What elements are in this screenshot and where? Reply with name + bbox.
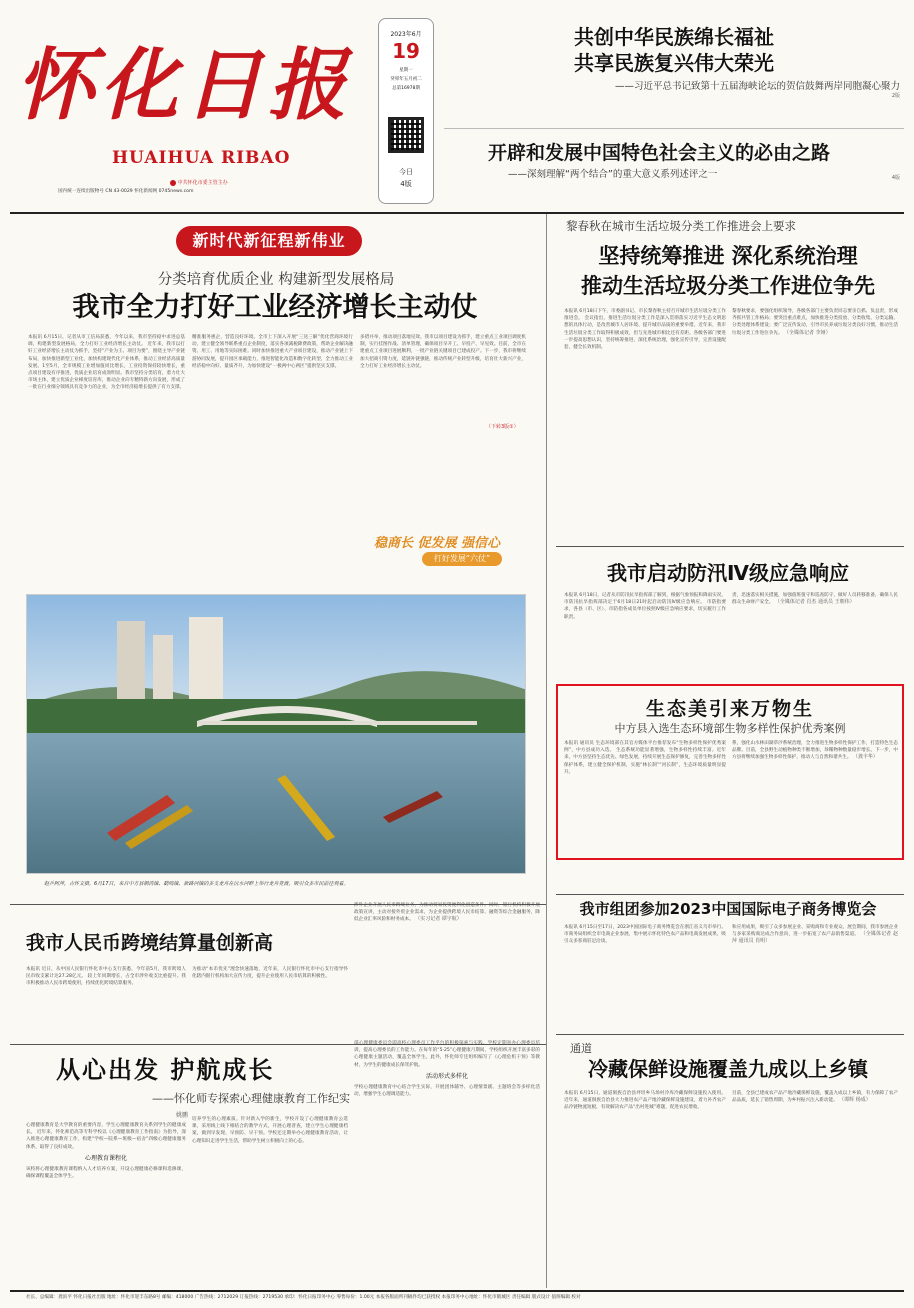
rmb-column-1: 本报讯 近日，从中国人民银行怀化市中心支行获悉，今年前5月，我市跨境人民币收支累计达27.28亿元。 较上年同期增长，占全市涉外收支比重提升。我市积极推动人民币跨境使用，持续优化跨境结算服务。 xyxy=(26,967,186,987)
cold-title[interactable]: 冷藏保鲜设施覆盖九成以上乡镇 xyxy=(588,1057,868,1081)
eco-subtitle: 中方县入选生态环境部生物多样性保护优秀案例 xyxy=(614,722,846,735)
flood-title[interactable]: 我市启动防汛Ⅳ级应急响应 xyxy=(607,561,849,585)
teacher-author: 姚鹏 xyxy=(176,1112,189,1119)
cold-column-2: 目前，全县已建成农产品产地冷藏保鲜设施，覆盖九成以上乡镇，有力保障了农产品品质，延长了销售周期，为乡村振兴注入新动能。 （谭辉 杨成） xyxy=(732,1091,898,1104)
rmb-byline: （实习记者 谭宇航） xyxy=(415,916,462,923)
top-headline-2-page: 4版 xyxy=(891,175,900,181)
eco-column-2: 系，强化山水林田湖草沙系统治理，全力推进生物多样性保护工作，打造特色生态品牌。目前，全县野生动植物种类不断增加，珍稀物种数量稳步增长。下一步，中方县将继续加强生物多样性保护，推动人与自然和谐共生。 （龚丰华） xyxy=(732,741,898,761)
top-headline-1-sub: ——习近平总书记致第十五届海峡论坛的贺信鼓舞两岸同胞凝心聚力 xyxy=(614,81,900,92)
teacher-body-lead: 心理健康教育是大学教育的重要内容，学生心理健康教育关系到学生的健康成长。 xyxy=(26,1123,186,1136)
teacher-column-2: 培养学生的心理素质。针对新入学的新生，学校开设了心理健康教育公选课，采用线上线下相结合的教学方式，开展心理普查，建立学生心理健康档案，做到早发现、早预防、早干预。学校还定期举办心理健康教育活动，让心理知识走进学生生活，帮助学生树立积极向上的心态。 xyxy=(192,1117,348,1144)
garbage-byline: （全媒体记者 李娅） xyxy=(784,329,831,336)
date-weekday: 星期一 xyxy=(399,68,413,73)
garbage-title-1[interactable]: 坚持统筹推进 深化系统治理 xyxy=(598,244,858,268)
teacher-column-3: 部心理健康委员会即高校心理委员工作平台的积极探索与实践。学校定期举办心理委员培训，提高心理委员的工作能力。在每年的“5·25”心理健康月期间，学校组织开展丰富多彩的心理健康主题活动，覆盖全体学生。此外，怀化师专还组织编写了《心理危机干预》等教材，为学生的健康成长保驾护航。 活动形式多样化 学校心理健康教育中心结合学生实际，开展团体辅导、心理情景剧、主题班会等多样化活动，增强学生心理调适能力。 xyxy=(354,1041,540,1098)
top-headline-1-line1: 共创中华民族绵长福祉 xyxy=(574,25,774,49)
qr-code-icon[interactable] xyxy=(388,117,424,153)
flood-byline: （全媒体记者 肖杰 通讯员 王朝伟） xyxy=(774,599,855,606)
masthead xyxy=(10,38,378,168)
banner xyxy=(176,226,362,256)
masthead-title: 怀化日报 xyxy=(16,40,353,131)
garbage-column-2: 黎春秋要求，要强化组织领导，各级各部门主要负责同志要亲自抓、负总责，形成齐抓共管工作格局；要突出重点难点，加快推进分类投放、分类收集、分类运输、分类处理体系建设；要广泛宣传发动，引导市民养成垃圾分类良好习惯，推动生活垃圾分类工作进位争先。 （全媒体记者 李娅） xyxy=(732,309,898,336)
date-pages: 4版 xyxy=(400,180,412,188)
top-headline-1-page: 2版 xyxy=(891,93,900,99)
teacher-section-1: 心理教育课程化 xyxy=(84,1154,127,1162)
ecommerce-body-lead: 本报讯 6月15日至17日，2023中国国际电子商务博览会在浙江省义乌市举行。 xyxy=(564,925,726,930)
eco-column-1: 本报讯 通讯员 生态环境部在其官方媒体平台推荐发布“生物多样性保护优秀案例”，中方县成功入选。 生态系统功能显著增强，生物多样性持续丰富。近年来，中方县坚持生态优先、绿色发展，持续开展生态保护修复，完善生物多样性保护体系，建立健全保护机制，实施“林长制”“河长制”，生态环境质量明显提升。 xyxy=(564,741,726,775)
garbage-kicker: 黎春秋在城市生活垃圾分类工作推进会上要求 xyxy=(566,219,796,233)
photo-caption: 赵乒阿萍，古怀文摄。6月17日，来自中方县铜湾镇、鹤鸣镇、新路河镇的多支龙舟在沅水河畔上举行龙舟竞渡，吸引众多市民前往观看。 xyxy=(44,881,349,887)
top-headline-2-line1: 开辟和发展中国特色社会主义的必由之路 xyxy=(488,142,831,164)
masthead-license: 国内统一连续出版物号 CN 43-0029 怀化新闻网 0745news.com xyxy=(58,189,194,194)
lead-column-3: 多措并举，推动项目落地见效。我市以项目建设为抓手，建立重点工业项目调度机制，实行挂图作战、清单管理，确保项目早开工、早投产、早见效。目前，全市在建重点工业项目进展顺利，一批产业链关键项目已建成投产。下一步，我市将继续加大招商引资力度，延链补链强链，推动传统产业转型升级，培育壮大新兴产业，全力打好工业经济增长主动仗。 xyxy=(360,335,526,369)
cold-byline: （谭辉 杨成） xyxy=(839,1097,871,1104)
flood-column-1: 本报讯 6月18日，记者从市防汛抗旱指挥部了解到，根据气象预报和降雨实况，市防汛抗旱指挥部决定于6月18日21时起启动防汛Ⅳ级应急响应。 市防指要求，各县（市、区）、市防指各成员单位按照Ⅳ级应急响应要求，切实履行工作职责。 xyxy=(564,593,726,620)
slogan-main: 稳商长 促发展 强信心 xyxy=(374,536,501,551)
teacher-section-2: 活动形式多样化 xyxy=(425,1072,468,1080)
teacher-column-1: 心理健康教育是大学教育的重要内容，学生心理健康教育关系到学生的健康成长。 近年来，怀化师范高等专科学校以《心理健康教育工作指南》为指导，深入推进心理健康教育工作，构建“学校—院系—班级—宿舍”四级心理健康服务体系，取得了良好成效。 心理教育课程化 该校将心理健康教育课程纳入人才培养方案，开设心理健康必修课和选修课，确保课程覆盖全体学生。 xyxy=(26,1123,186,1180)
flood-column-2: 责，迅速落实相关措施，加强值班值守和巡查防守，做好人员转移准备，确保人民群众生命财产安全。 （全媒体记者 肖杰 通讯员 王朝伟） xyxy=(732,593,898,606)
date-year-month: 2023年6月 xyxy=(390,31,422,38)
lead-kicker: 分类培育优质企业 构建新型发展格局 xyxy=(157,272,395,288)
ecommerce-column-1: 本报讯 6月15日至17日，2023中国国际电子商务博览会在浙江省义乌市举行。 市商务局组织全市电商企业参展，集中展示怀化特色农产品和电商发展成果，吸引众多客商驻足洽谈。 xyxy=(564,925,726,945)
top-headline-1[interactable] xyxy=(448,24,900,99)
cold-body-lead: 本报讯 6月15日，通道侗族自治县坪坦乡马场村冷库冷藏保鲜设施投入使用。 xyxy=(564,1091,726,1096)
date-day: 19 xyxy=(392,39,420,63)
date-box xyxy=(378,18,434,204)
party-emblem-icon xyxy=(170,180,176,186)
teacher-subtitle: ——怀化师专探索心理健康教育工作纪实 xyxy=(152,1092,350,1105)
footer: 社长、总编辑：龚滨平 怀化日报社出版 地址：怀化市迎丰东路8号 邮编：418000 广告热线：2712029 订报热线：2719530 承印：怀化日报印务中心 零售每份：1.00元 本报各版面所刊稿件均已获授权 本报印务中心地址：怀化市鹤城区 责任编辑 版式设计 值班编辑 校对 xyxy=(26,1295,581,1300)
flood-body-lead: 本报讯 6月18日，记者从市防汛抗旱指挥部了解到，根据气象预报和降雨实况，市防汛抗旱指挥部决定于6月18日21时起启动防汛Ⅳ级应急响应。 xyxy=(564,593,726,606)
lead-title[interactable]: 我市全力打好工业经济增长主动仗 xyxy=(72,292,478,323)
garbage-column-1: 本报讯 6月18日下午，市委副书记、市长黎春秋主持召开城市生活垃圾分类工作推进会。 会议指出，推进生活垃圾分类工作是深入贯彻落实习近平生态文明思想的具体行动，是改善城市人居环境、提升城市品质的重要举措。近年来，我市生活垃圾分类工作取得积极成效，但与先进城市相比还有差距。各级各部门要进一步提高思想认识，坚持统筹推进，深化系统治理，强化宣传引导，完善设施配套，健全长效机制。 xyxy=(564,309,726,351)
lead-body-lead: 本报讯 6月15日，记者从市工信局获悉，今年以来，我市坚持稳中求进总基调，构建新型发展格局，全力打好工业经济增长主动仗。 xyxy=(28,335,185,348)
rmb-column-3: 涉外企业开展人民币跨境业务，为推动贸易投资便利化创造条件。同时，银行机构积极开展政策宣讲，主动对接外贸企业需求，为企业提供跨境人民币结算、融资等综合金融服务，降低企业汇率风险和财务成本。 （实习记者 谭宇航） xyxy=(354,903,540,923)
slogan-box xyxy=(364,532,524,572)
eco-title: 生态美引来万物生 xyxy=(645,698,814,720)
garbage-title-2[interactable]: 推动生活垃圾分类工作进位争先 xyxy=(581,274,875,298)
eco-byline: （龚丰华） xyxy=(852,754,878,761)
top-headline-2-sub: ——深刻理解“两个结合”的重大意义系列述评之一 xyxy=(508,169,718,180)
top-headline-1-line2: 共享民族复兴伟大荣光 xyxy=(574,51,774,75)
photo-image xyxy=(27,595,526,874)
cold-column-1: 本报讯 6月15日，通道侗族自治县坪坦乡马场村冷库冷藏保鲜设施投入使用。 近年来，通道侗族自治县大力推进农产品产地冷藏保鲜设施建设，着力补齐农产品冷链物流短板，有效解决农产品“出村进城”难题，促进农民增收。 xyxy=(564,1091,726,1111)
top-headline-2[interactable] xyxy=(448,140,900,180)
lead-column-2: 精准服务惠企，营造良好环境。全市上下深入开展“三送三解”优化营商环境行动，建立健全领导联系重点企业制度，落实各项减税降费政策，帮助企业解决融资、用工、用地等实际困难。同时加快推进重大产业项目建设，推动产业链上下游协同发展，提升园区承载能力，推进智能化改造和数字化转型，全力推动工业经济稳中向好、量质齐升，为加快建设“一极两中心两区”提供坚实支撑。 xyxy=(192,335,353,369)
banner-label: 新时代新征程新伟业 xyxy=(192,231,346,250)
rmb-title[interactable]: 我市人民币跨境结算量创新高 xyxy=(26,932,274,954)
rmb-column-2: 为推动“本币优先”理念快速落地，近年来，人民银行怀化市中心支行指导怀化辖内银行机构加大宣传力度，提升企业使用人民币结算的积极性。 xyxy=(192,967,348,980)
lead-column-1: 本报讯 6月15日，记者从市工信局获悉，今年以来，我市坚持稳中求进总基调，构建新型发展格局，全力打好工业经济增长主动仗。 近年来，我市以打好工业经济增长主动仗为抓手，坚持“产业为王、项目为要”，围绕主导产业链布局，加快推进新型工业化，加快构建现代化产业体系，推动工业经济高质量发展。1至5月，全市规模工业增加值同比增长，工业投资保持较快增长，重点项目建设有序推进，优质企业培育成效明显。我市坚持分类培育，着力壮大市场主体，建立优质企业梯度培育库，推动企业向专精特新方向发展，形成了一批在行业细分领域具有竞争力的企业，为全市经济稳增长提供了有力支撑。 xyxy=(28,335,185,391)
date-section: 今日 xyxy=(399,168,413,176)
cold-kicker: 通道 xyxy=(570,1042,592,1055)
masthead-publisher: 中共怀化市委主管主办 xyxy=(170,179,228,186)
ecommerce-byline: （全媒体记者 赵萍 通讯员 肖明） xyxy=(732,931,898,945)
lead-continued[interactable]: （下转3版①） xyxy=(486,424,519,430)
rmb-body-lead: 本报讯 近日，从中国人民银行怀化市中心支行获悉，今年前5月，我市跨境人民币收支累计达27.28亿元。 xyxy=(26,967,186,980)
masthead-pinyin: HUAIHUA RIBAO xyxy=(112,148,291,168)
garbage-body-lead: 本报讯 6月18日下午，市委副书记、市长黎春秋主持召开城市生活垃圾分类工作推进会。 xyxy=(564,309,726,322)
teacher-title[interactable]: 从心出发 护航成长 xyxy=(56,1056,275,1084)
date-lunar: 癸卯年五月初二 xyxy=(390,77,422,82)
ecommerce-column-2: 和应用成果，吸引了众多参展企业、采购商和专业观众。展会期间，我市参展企业与多家采购商达成合作意向，进一步拓宽了农产品销售渠道。 （全媒体记者 赵萍 通讯员 肖明） xyxy=(732,925,898,945)
eco-body-lead: 本报讯 通讯员 生态环境部在其官方媒体平台推荐发布“生物多样性保护优秀案例”，中方县成功入选。 xyxy=(564,741,726,754)
eco-story-highlight[interactable] xyxy=(556,684,904,860)
issue-number: 总第16978期 xyxy=(392,86,420,91)
ecommerce-title[interactable]: 我市组团参加2023中国国际电子商务博览会 xyxy=(579,900,877,918)
dragon-boat-photo xyxy=(26,594,526,874)
slogan-sub: 打好发展“六仗” xyxy=(422,552,502,566)
